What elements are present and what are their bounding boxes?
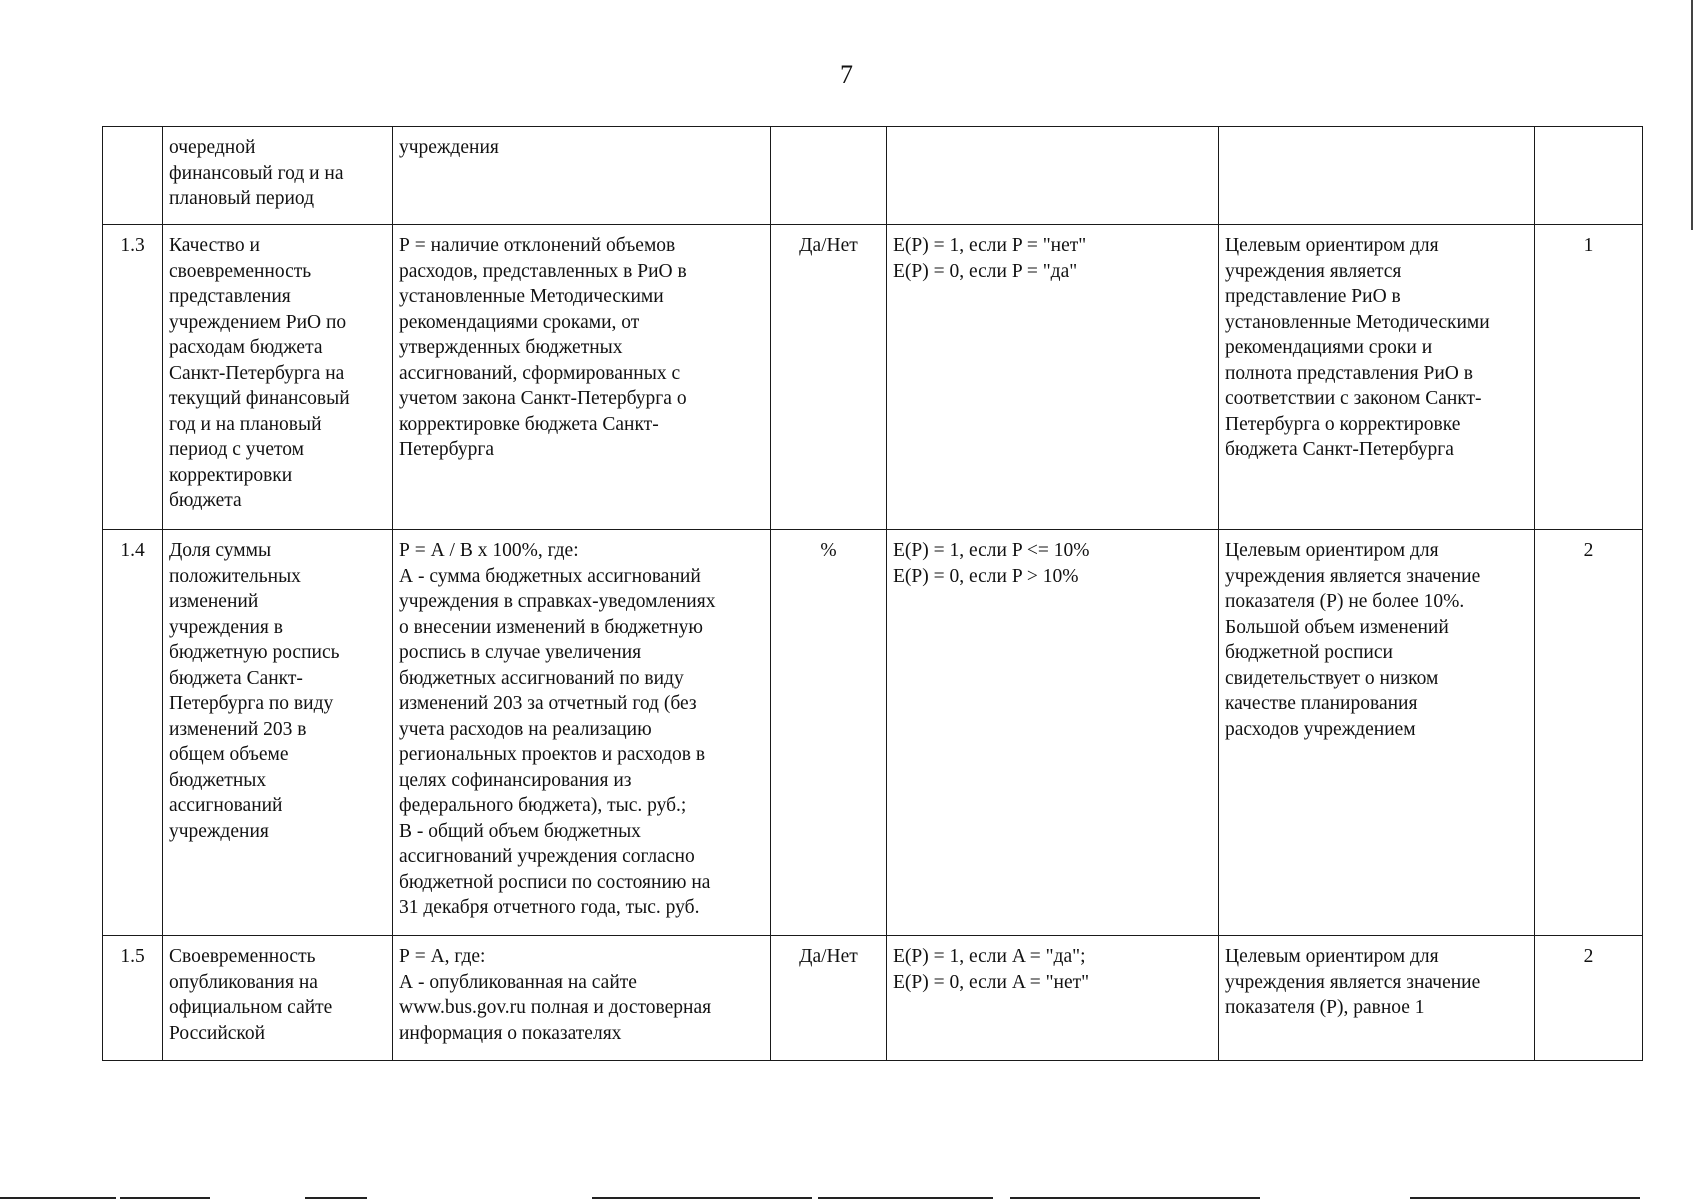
- scan-artifact-line: [592, 1197, 812, 1199]
- cell-evaluation: E(P) = 1, если P = "нет" E(P) = 0, если P = "да": [887, 225, 1219, 530]
- cell-num: 1.5: [103, 936, 163, 1061]
- cell-indicator-name: Качество и своевременность представления учреждением РиО по расходам бюджета Санкт-Петербурга на текущий финансовый год и на плановый период с учетом корректировки бюджета: [163, 225, 393, 530]
- cell-num: [103, 127, 163, 225]
- cell-unit: Да/Нет: [771, 225, 887, 530]
- table-row: [103, 530, 1643, 936]
- cell-evaluation: E(P) = 1, если P <= 10% E(P) = 0, если P > 10%: [887, 530, 1219, 936]
- cell-target: Целевым ориентиром для учреждения является значение показателя (Р), равное 1: [1219, 936, 1535, 1061]
- table-row: [103, 127, 1643, 225]
- cell-formula: Р = наличие отклонений объемов расходов, представленных в РиО в установленные Методическими рекомендациями сроками, от утвержденных бюджетных ассигнований, сформированных с учетом закона Санкт-Петербурга о корректировке бюджета Санкт- Петербурга: [393, 225, 771, 530]
- cell-weight: 1: [1535, 225, 1643, 530]
- cell-evaluation: [887, 127, 1219, 225]
- table-row: [103, 225, 1643, 530]
- cell-evaluation: E(P) = 1, если A = "да"; E(P) = 0, если A = "нет": [887, 936, 1219, 1061]
- cell-unit: Да/Нет: [771, 936, 887, 1061]
- scan-artifact-line: [120, 1197, 210, 1199]
- cell-indicator-name: Своевременность опубликования на официальном сайте Российской: [163, 936, 393, 1061]
- cell-formula: Р = А, где: А - опубликованная на сайте www.bus.gov.ru полная и достоверная информация о показателях: [393, 936, 771, 1061]
- indicator-table: [102, 126, 1643, 1061]
- cell-indicator-name: Доля суммы положительных изменений учреждения в бюджетную роспись бюджета Санкт- Петербурга по виду изменений 203 в общем объеме бюджетных ассигнований учреждения: [163, 530, 393, 936]
- scan-artifact-line: [818, 1197, 993, 1199]
- cell-weight: [1535, 127, 1643, 225]
- page-number: 7: [840, 60, 853, 89]
- cell-indicator-name: очередной финансовый год и на плановый период: [163, 127, 393, 225]
- cell-target: [1219, 127, 1535, 225]
- cell-formula: учреждения: [393, 127, 771, 225]
- cell-unit: [771, 127, 887, 225]
- scan-artifact-line: [1410, 1197, 1640, 1199]
- cell-target: Целевым ориентиром для учреждения является представление РиО в установленные Методическими рекомендациями сроки и полнота представления РиО в соответствии с законом Санкт- Петербурга о корректировке бюджета Санкт-Петербурга: [1219, 225, 1535, 530]
- cell-unit: %: [771, 530, 887, 936]
- cell-num: 1.4: [103, 530, 163, 936]
- table-row: [103, 936, 1643, 1061]
- cell-target: Целевым ориентиром для учреждения является значение показателя (Р) не более 10%. Большой объем изменений бюджетной росписи свидетельствует о низком качестве планирования расходов учреждением: [1219, 530, 1535, 936]
- cell-num: 1.3: [103, 225, 163, 530]
- scan-artifact-line: [1010, 1197, 1260, 1199]
- table-body: [103, 127, 1643, 1061]
- cell-formula: Р = А / В x 100%, где: А - сумма бюджетных ассигнований учреждения в справках-уведомлениях о внесении изменений в бюджетную роспись в случае увеличения бюджетных ассигнований по виду изменений 203 за отчетный год (без учета расходов на реализацию региональных проектов и расходов в целях софинансирования из федерального бюджета), тыс. руб.; В - общий объем бюджетных ассигнований учреждения согласно бюджетной росписи по состоянию на 31 декабря отчетного года, тыс. руб.: [393, 530, 771, 936]
- cell-weight: 2: [1535, 936, 1643, 1061]
- scan-artifact-line: [0, 1197, 116, 1199]
- scan-artifact-line: [305, 1197, 367, 1199]
- cell-weight: 2: [1535, 530, 1643, 936]
